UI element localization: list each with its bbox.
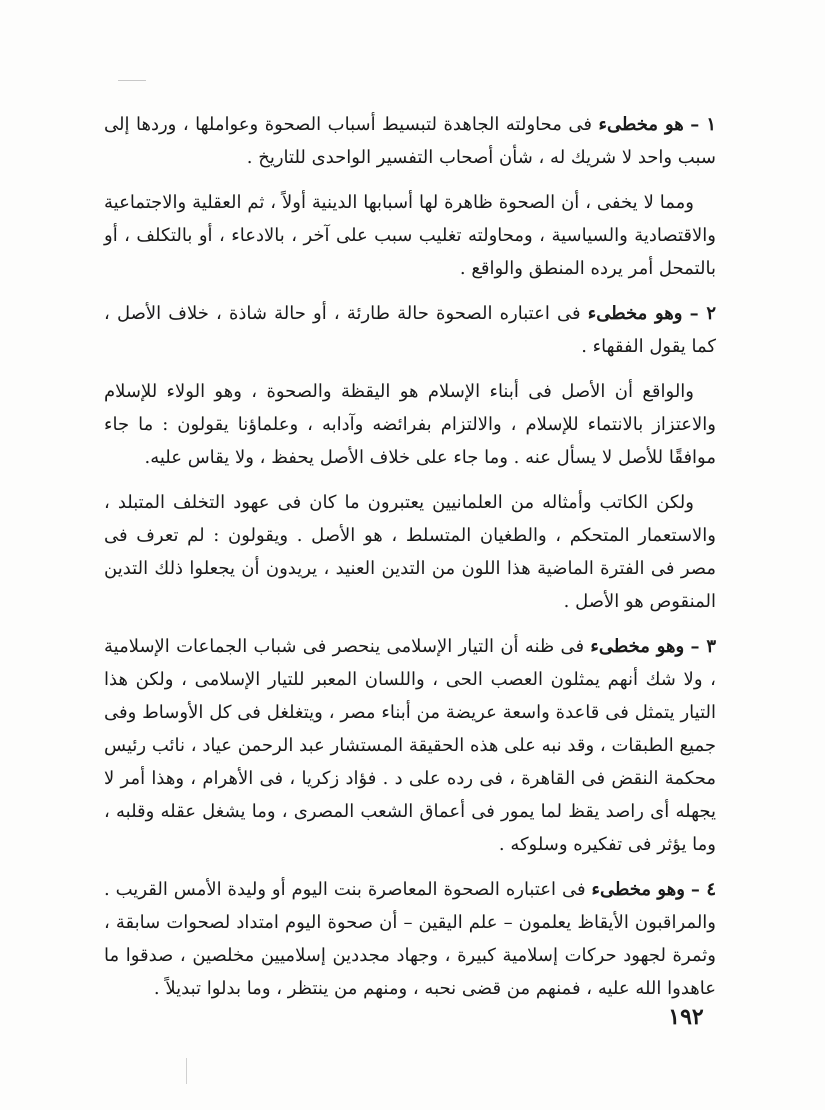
scan-artifact-line xyxy=(186,1058,187,1084)
paragraph-text: ومما لا يخفى ، أن الصحوة ظاهرة لها أسبابها الدينية أولاً ، ثم العقلية والاجتماعية والاقتصادية والسياسية ، ومحاولته تغليب سبب على آخر ، بالادعاء ، أو بالتكلف ، أو بالتمحل أمر يرده المنطق والواقع . xyxy=(104,192,716,279)
paragraph-point-4 xyxy=(104,873,716,1005)
paragraph-text: فى اعتباره الصحوة حالة طارئة ، أو حالة شاذة ، خلاف الأصل ، كما يقول الفقهاء . xyxy=(104,303,716,357)
paragraph-text: فى محاولته الجاهدة لتبسيط أسباب الصحوة وعواملها ، وردها إلى سبب واحد لا شريك له ، شأن أصحاب التفسير الواحدى للتاريخ . xyxy=(104,114,716,168)
point-number: ١ – xyxy=(690,114,716,135)
paragraph xyxy=(104,186,716,285)
paragraph-text: فى اعتباره الصحوة المعاصرة بنت اليوم أو وليدة الأمس القريب . والمراقبون الأيقاظ يعلمون – علم اليقين – أن صحوة اليوم امتداد لصحوات سابقة ، وثمرة لجهود حركات إسلامية كبيرة ، وجهاد مجددين إسلاميين مخلصين ، صدقوا ما عاهدوا الله عليه ، فمنهم من قضى نحبه ، ومنهم من ينتظر ، وما بدلوا تبديلاً . xyxy=(104,879,716,999)
paragraph-point-2 xyxy=(104,297,716,363)
point-number: ٣ – xyxy=(690,636,716,657)
point-number: ٤ – xyxy=(690,879,716,900)
point-keyword: وهو مخطىء xyxy=(590,636,685,657)
point-keyword: هو مخطىء xyxy=(598,114,684,135)
scan-artifact-line xyxy=(118,80,146,81)
paragraph-text: ولكن الكاتب وأمثاله من العلمانيين يعتبرون ما كان فى عهود التخلف المتبلد ، والاستعمار المتحكم ، والطغيان المتسلط ، هو الأصل . ويقولون : لم تعرف فى مصر فى الفترة الماضية هذا اللون من التدين العنيد ، يريدون أن يجعلوا ذلك التدين المنقوص هو الأصل . xyxy=(104,492,716,612)
point-number: ٢ – xyxy=(689,303,716,324)
paragraph-text: فى ظنه أن التيار الإسلامى ينحصر فى شباب الجماعات الإسلامية ، ولا شك أنهم يمثلون العصب الحى ، واللسان المعبر للتيار الإسلامى ، ولكن هذا التيار يتمثل فى قاعدة واسعة عريضة من أبناء مصر ، ويتغلغل فى كل الأوساط وفى جميع الطبقات ، وقد نبه على هذه الحقيقة المستشار عبد الرحمن عياد ، نائب رئيس محكمة النقض فى القاهرة ، فى رده على د . فؤاد زكريا ، فى الأهرام ، وهذا أمر لا يجهله أى راصد يقظ لما يمور فى أعماق الشعب المصرى ، وما يشغل عقله وقلبه ، وما يؤثر فى تفكيره وسلوكه . xyxy=(104,636,716,855)
paragraph xyxy=(104,486,716,618)
paragraph-text: والواقع أن الأصل فى أبناء الإسلام هو اليقظة والصحوة ، وهو الولاء للإسلام والاعتزاز بالانتماء للإسلام ، والالتزام بفرائضه وآدابه ، وعلماؤنا يقولون : ما جاء موافقًا للأصل لا يسأل عنه . وما جاء على خلاف الأصل يحفظ ، ولا يقاس عليه. xyxy=(104,381,716,468)
point-keyword: وهو مخطىء xyxy=(591,879,685,900)
body-text xyxy=(104,108,716,1017)
point-keyword: وهو مخطىء xyxy=(587,303,683,324)
page-number: ١٩٢ xyxy=(668,1004,704,1030)
paragraph xyxy=(104,375,716,474)
paragraph-point-1 xyxy=(104,108,716,174)
paragraph-point-3 xyxy=(104,630,716,861)
